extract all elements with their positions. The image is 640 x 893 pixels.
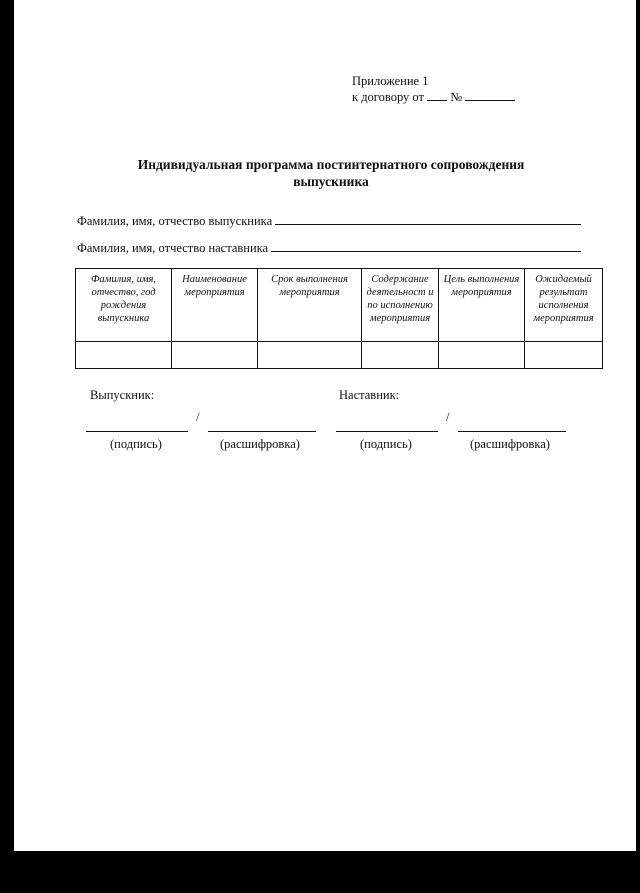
graduate-separator: / <box>196 410 200 424</box>
graduate-decoding-caption: (расшифровка) <box>220 437 300 451</box>
table-cell <box>439 342 525 369</box>
contract-date-blank <box>427 89 447 101</box>
mentor-signature-label: Наставник: <box>339 388 400 402</box>
appendix-title: Приложение 1 <box>352 74 429 88</box>
contract-prefix: к договору от <box>352 90 424 104</box>
title-line-2: выпускника <box>293 174 369 189</box>
graduate-signature-line <box>86 431 188 432</box>
mentor-name-field <box>77 240 581 256</box>
graduate-decoding-line <box>208 431 316 432</box>
graduate-name-label: Фамилия, имя, отчество выпускника <box>77 214 273 228</box>
mentor-decoding-caption: (расшифровка) <box>470 437 550 451</box>
contract-number-blank <box>465 89 515 101</box>
table-cell <box>76 342 172 369</box>
document-title <box>0 156 640 190</box>
number-sign: № <box>450 90 463 104</box>
mentor-signature-caption: (подпись) <box>360 437 412 451</box>
mentor-name-label: Фамилия, имя, отчество наставника <box>77 241 269 255</box>
header-content: Содержание деятельност и по исполнению мероприятия <box>362 269 439 342</box>
graduate-signature-label: Выпускник: <box>90 388 155 402</box>
scan-bottom-border <box>0 851 640 893</box>
program-table <box>75 268 603 369</box>
table-cell <box>362 342 439 369</box>
graduate-name-blank <box>275 213 581 225</box>
mentor-signature-line <box>336 431 438 432</box>
graduate-signature-caption: (подпись) <box>110 437 162 451</box>
appendix-reference <box>352 74 515 105</box>
mentor-name-blank <box>271 240 581 252</box>
table-cell <box>258 342 362 369</box>
header-graduate-info: Фамилия, имя, отчество, год рождения выпускника <box>76 269 172 342</box>
table-cell <box>172 342 258 369</box>
header-activity-name: Наименование мероприятия <box>172 269 258 342</box>
mentor-separator: / <box>446 410 450 424</box>
table-cell <box>525 342 603 369</box>
table-header-row <box>76 269 603 342</box>
header-goal: Цель выполнения мероприятия <box>439 269 525 342</box>
header-expected-result: Ожидаемый результат исполнения мероприятия <box>525 269 603 342</box>
document-page <box>14 0 636 851</box>
contract-reference <box>352 89 515 105</box>
table-row <box>76 342 603 369</box>
graduate-name-field <box>77 213 581 229</box>
header-deadline: Срок выполнения мероприятия <box>258 269 362 342</box>
mentor-decoding-line <box>458 431 566 432</box>
title-line-1: Индивидуальная программа постинтернатного сопровождения <box>137 157 525 172</box>
